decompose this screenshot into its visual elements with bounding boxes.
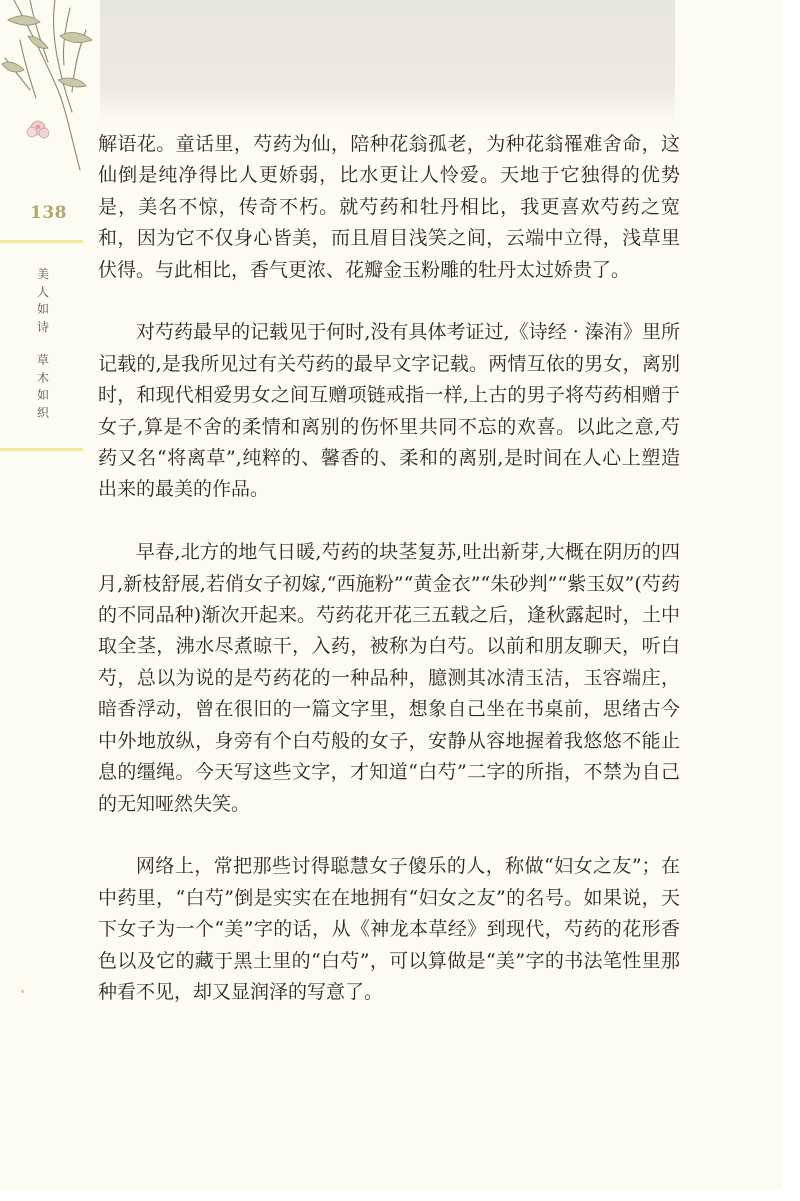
scan-margin (782, 0, 800, 1201)
paper-speck (21, 990, 24, 993)
peony-branch-illustration (0, 0, 110, 175)
paragraph: 早春,北方的地气日暖,芍药的块茎复苏,吐出新芽,大概在阴历的四月,新枝舒展,若俏女子初嫁,“西施粉”“黄金衣”“朱砂判”“紫玉奴”(芍药的不同品种)渐次开起来。芍药花开花三五载之后，逢秋露起时，土中取全茎，沸水尽煮晾干，入药，被称为白芍。以前和朋友聊天，听白芍，总以为说的是芍药花的一种品种，臆测其冰清玉洁，玉容端庄，暗香浮动，曾在很旧的一篇文字里，想象自己坐在书桌前，思绪古今中外地放纵，身旁有个白芍般的女子，安静从容地握着我悠悠不能止息的缰绳。今天写这些文字，才知道“白芍”二字的所指，不禁为自己的无知哑然失笑。 (98, 541, 680, 815)
scan-shadow (100, 0, 675, 125)
paragraph: 网络上，常把那些讨得聪慧女子傻乐的人，称做“妇女之友”；在中药里，“白芍”倒是实实在在地拥有“妇女之友”的名号。如果说，天下女子为一个“美”字的话，从《神龙本草经》到现代，芍药的花形香色以及它的藏于黑土里的“白芍”，可以算做是“美”字的书法笔性里那种看不见，却又显润泽的写意了。 (98, 855, 680, 1003)
paragraph-spacer (98, 820, 680, 851)
running-title-part-2: 草木如织 (36, 353, 49, 420)
paragraph: 对芍药最早的记载见于何时,没有具体考证过,《诗经 · 溱洧》里所记载的,是我所见过有关芍药的最早文字记载。两情互依的男女，离别时，和现代相爱男女之间互赠项链戒指一样,上古的男子将芍药相赠于女子,算是不舍的柔情和离别的伤怀里共同不忘的欢喜。以此之意,芍药又名“将离草”,纯粹的、馨香的、柔和的离别,是时间在人心上塑造出来的最美的作品。 (98, 321, 680, 501)
running-title-part-1: 美人如诗 (36, 267, 49, 334)
page-number: 138 (30, 203, 67, 223)
footer-rule (0, 448, 83, 451)
header-rule (0, 240, 83, 243)
body-text (98, 129, 680, 1008)
paragraph-spacer (98, 286, 680, 317)
paragraph-spacer (98, 506, 680, 537)
paragraph: 解语花。童话里，芍药为仙，陪种花翁孤老，为种花翁罹难舍命，这仙倒是纯净得比人更娇弱，比水更让人怜爱。天地于它独得的优势是，美名不惊，传奇不朽。就芍药和牡丹相比，我更喜欢芍药之宽和，因为它不仅身心皆美，而且眉目浅笑之间，云端中立得，浅草里伏得。与此相比，香气更浓、花瓣金玉粉雕的牡丹太过娇贵了。 (98, 133, 680, 281)
